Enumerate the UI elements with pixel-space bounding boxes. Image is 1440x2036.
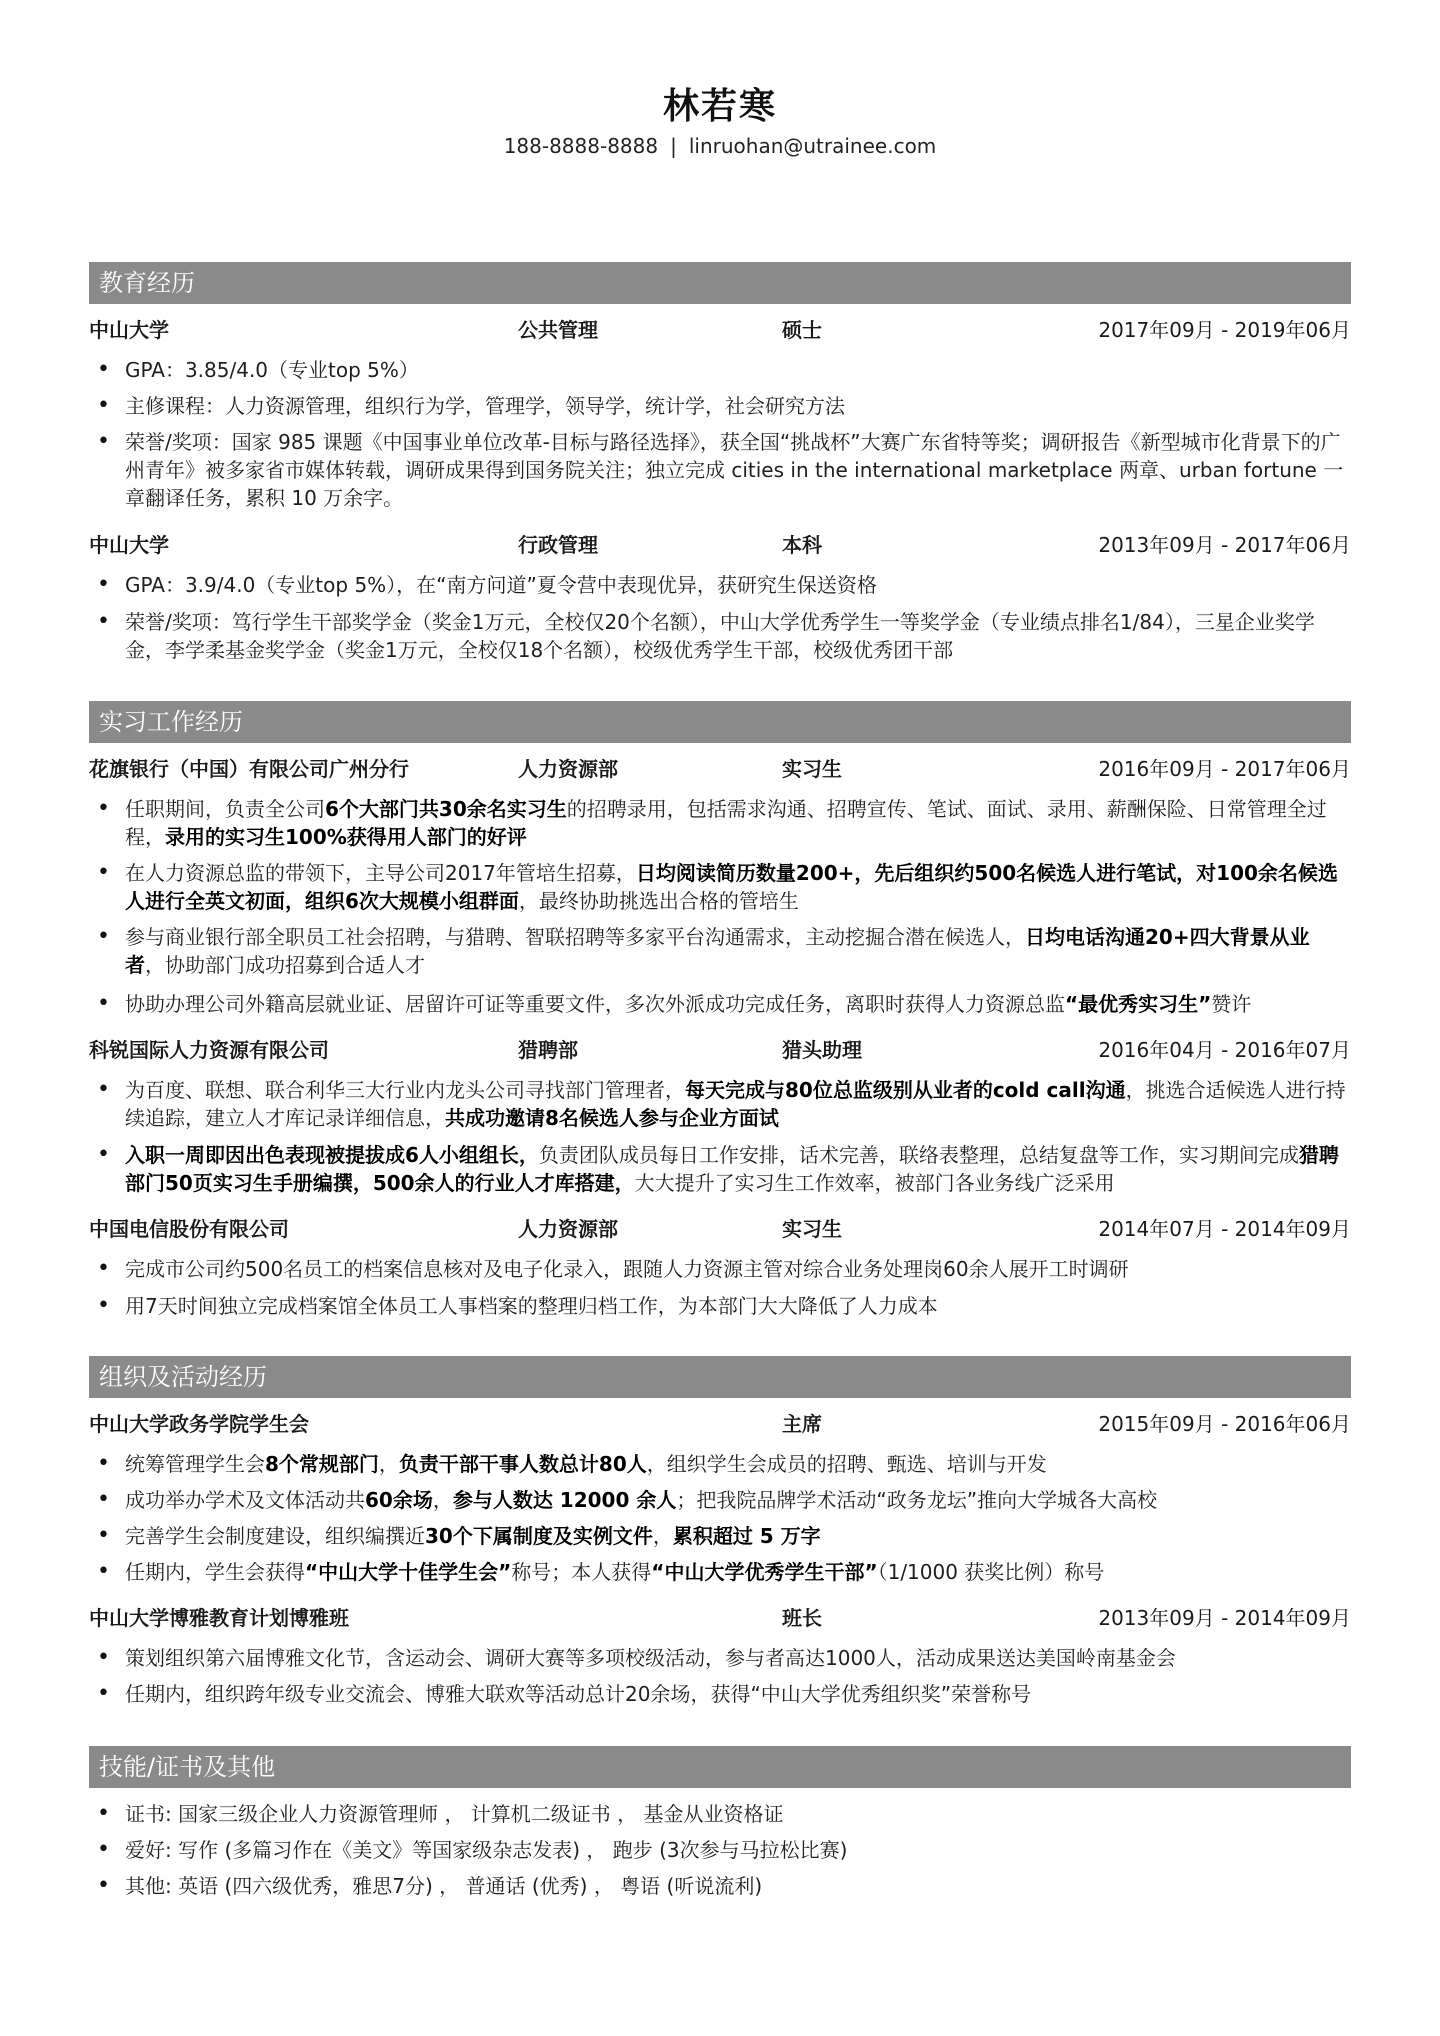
internship-entry-2: [89, 1035, 1351, 1065]
bold-highlight: 30个下属制度及实例文件: [425, 1524, 653, 1548]
position: 实习生: [782, 1217, 842, 1241]
company: 中国电信股份有限公司: [89, 1217, 289, 1241]
bullet: • 为百度、联想、联合利华三大行业内龙头公司寻找部门管理者，每天完成与80位总监级别从业者的cold call沟通，挑选合适候选人进行持续追踪，建立人才库记录详细信息，共成功邀请8名候选人参与企业方面试: [125, 1076, 1349, 1132]
email: linruohan@utrainee.com: [688, 134, 937, 158]
date-range: 2016年04月 - 2016年07月: [1098, 1038, 1351, 1062]
bold-highlight: “最优秀实习生”: [1065, 992, 1212, 1016]
bullet: • 策划组织第六届博雅文化节，含运动会、调研大赛等多项校级活动，参与者高达1000人，活动成果送达美国岭南基金会: [125, 1644, 1349, 1672]
bold-highlight: 累积超过 5 万字: [672, 1524, 821, 1548]
date-range: 2013年09月 - 2017年06月: [1098, 533, 1351, 557]
bold-highlight: 入职一周即因出色表现被提拔成6人小组组长，: [125, 1143, 539, 1167]
education-entry-1: [89, 315, 1351, 345]
position: 实习生: [782, 757, 842, 781]
bullet: • 用7天时间独立完成档案馆全体员工人事档案的整理归档工作，为本部门大大降低了人力成本: [125, 1292, 1349, 1320]
bullet: • 在人力资源总监的带领下，主导公司2017年管培生招募，日均阅读简历数量200+，先后组织约500名候选人进行笔试，对100余名候选人进行全英文初面，组织6次大规模小组群面，最终协助挑选出合格的管培生: [125, 859, 1349, 915]
department: 猎聘部: [518, 1038, 578, 1062]
section-skills-header: 技能/证书及其他: [89, 1746, 1351, 1788]
bullet: • 任期内，组织跨年级专业交流会、博雅大联欢等活动总计20余场，获得“中山大学优秀组织奖”荣誉称号: [125, 1680, 1349, 1708]
phone: 188-8888-8888: [503, 134, 659, 158]
organization: 中山大学政务学院学生会: [89, 1412, 309, 1436]
section-internship-header: 实习工作经历: [89, 701, 1351, 743]
major: 行政管理: [518, 533, 598, 557]
bullet: • GPA：3.85/4.0（专业top 5%）: [125, 356, 1349, 384]
bold-highlight: 6个大部门共30余名实习生: [325, 797, 567, 821]
position: 班长: [782, 1606, 822, 1630]
bold-highlight: 参与人数达 12000 余人: [452, 1488, 677, 1512]
section-education-header: 教育经历: [89, 262, 1351, 304]
bold-highlight: 日均电话沟通20+四大背景从业者: [125, 925, 1310, 977]
date-range: 2013年09月 - 2014年09月: [1098, 1606, 1351, 1630]
degree: 硕士: [782, 318, 822, 342]
bullet: • 主修课程：人力资源管理，组织行为学，管理学，领导学，统计学，社会研究方法: [125, 392, 1349, 420]
date-range: 2015年09月 - 2016年06月: [1098, 1412, 1351, 1436]
bold-highlight: 每天完成与80位总监级别从业者的cold call沟通: [685, 1078, 1126, 1102]
bullet: • 入职一周即因出色表现被提拔成6人小组组长，负责团队成员每日工作安排，话术完善，联络表整理，总结复盘等工作，实习期间完成猎聘部门50页实习生手册编撰，500余人的行业人才库搭建，大大提升了实习生工作效率，被部门各业务线广泛采用: [125, 1141, 1349, 1197]
company: 花旗银行（中国）有限公司广州分行: [89, 757, 409, 781]
internship-entry-1: [89, 754, 1351, 784]
date-range: 2014年07月 - 2014年09月: [1098, 1217, 1351, 1241]
organization: 中山大学博雅教育计划博雅班: [89, 1606, 349, 1630]
date-range: 2017年09月 - 2019年06月: [1098, 318, 1351, 342]
date-range: 2016年09月 - 2017年06月: [1098, 757, 1351, 781]
bullet: • 完善学生会制度建设，组织编撰近30个下属制度及实例文件，累积超过 5 万字: [125, 1522, 1349, 1550]
bold-highlight: 负责干部干事人数总计80人: [398, 1452, 647, 1476]
bullet: • 统筹管理学生会8个常规部门，负责干部干事人数总计80人，组织学生会成员的招聘、甄选、培训与开发: [125, 1450, 1349, 1478]
bold-highlight: 共成功邀请8名候选人参与企业方面试: [445, 1106, 779, 1130]
bullet: • 参与商业银行部全职员工社会招聘，与猎聘、智联招聘等多家平台沟通需求，主动挖掘合潜在候选人，日均电话沟通20+四大背景从业者，协助部门成功招募到合适人才: [125, 923, 1349, 979]
bullet: • 荣誉/奖项：国家 985 课题《中国事业单位改革-目标与路径选择》，获全国“挑战杯”大赛广东省特等奖；调研报告《新型城市化背景下的广州青年》被多家省市媒体转载，调研成果得到国务院关注；独立完成 cities in the international marketplace 两章、urban fortune 一章翻译任务，累积 10 万余字。: [125, 428, 1349, 512]
internship-entry-3: [89, 1214, 1351, 1244]
department: 人力资源部: [518, 757, 618, 781]
education-entry-2: [89, 530, 1351, 560]
bold-highlight: 8个常规部门: [265, 1452, 379, 1476]
bullet: • 爱好: 写作 (多篇习作在《美文》等国家级杂志发表) ， 跑步 (3次参与马拉松比赛): [125, 1836, 1349, 1864]
bullet: • 任期内，学生会获得“中山大学十佳学生会”称号；本人获得“中山大学优秀学生干部”（1/1000 获奖比例）称号: [125, 1558, 1349, 1586]
company: 科锐国际人力资源有限公司: [89, 1038, 329, 1062]
bold-highlight: “中山大学优秀学生干部”: [651, 1560, 878, 1584]
bold-highlight: “中山大学十佳学生会”: [305, 1560, 512, 1584]
bullet: • GPA：3.9/4.0（专业top 5%），在“南方问道”夏令营中表现优异，获研究生保送资格: [125, 571, 1349, 599]
position: 猎头助理: [782, 1038, 862, 1062]
degree: 本科: [782, 533, 822, 557]
school: 中山大学: [89, 533, 169, 557]
department: 人力资源部: [518, 1217, 618, 1241]
contact-separator: |: [670, 134, 677, 158]
bullet: • 协助办理公司外籍高层就业证、居留许可证等重要文件，多次外派成功完成任务，离职时获得人力资源总监“最优秀实习生”赞许: [125, 990, 1349, 1018]
contact-line: [0, 134, 1440, 158]
bold-highlight: 日均阅读简历数量200+，先后组织约500名候选人进行笔试，对100余名候选人进行全英文初面，组织6次大规模小组群面: [125, 861, 1338, 913]
school: 中山大学: [89, 318, 169, 342]
candidate-name: 林若寒: [662, 86, 777, 127]
bold-highlight: 录用的实习生100%获得用人部门的好评: [165, 825, 527, 849]
bullet: • 完成市公司约500名员工的档案信息核对及电子化录入，跟随人力资源主管对综合业务处理岗60余人展开工时调研: [125, 1255, 1349, 1283]
bold-highlight: 猎聘部门50页实习生手册编撰，500余人的行业人才库搭建，: [125, 1143, 1339, 1195]
position: 主席: [782, 1412, 822, 1436]
bullet: • 任职期间，负责全公司6个大部门共30余名实习生的招聘录用，包括需求沟通、招聘宣传、笔试、面试、录用、薪酬保险、日常管理全过程，录用的实习生100%获得用人部门的好评: [125, 795, 1349, 851]
bold-highlight: 60余场: [365, 1488, 433, 1512]
bullet: • 成功举办学术及文体活动共60余场，参与人数达 12000 余人；把我院品牌学术活动“政务龙坛”推向大学城各大高校: [125, 1486, 1349, 1514]
activity-entry-2: [89, 1603, 1351, 1633]
major: 公共管理: [518, 318, 598, 342]
bullet: • 其他: 英语 (四六级优秀，雅思7分) ， 普通话 (优秀) ， 粤语 (听说流利): [125, 1872, 1349, 1900]
bullet: • 荣誉/奖项：笃行学生干部奖学金（奖金1万元，全校仅20个名额），中山大学优秀学生一等奖学金（专业绩点排名1/84），三星企业奖学金，李学柔基金奖学金（奖金1万元，全校仅18个名额），校级优秀学生干部，校级优秀团干部: [125, 608, 1349, 664]
bullet: • 证书: 国家三级企业人力资源管理师 ， 计算机二级证书 ， 基金从业资格证: [125, 1800, 1349, 1828]
section-activities-header: 组织及活动经历: [89, 1356, 1351, 1398]
activity-entry-1: [89, 1409, 1351, 1439]
